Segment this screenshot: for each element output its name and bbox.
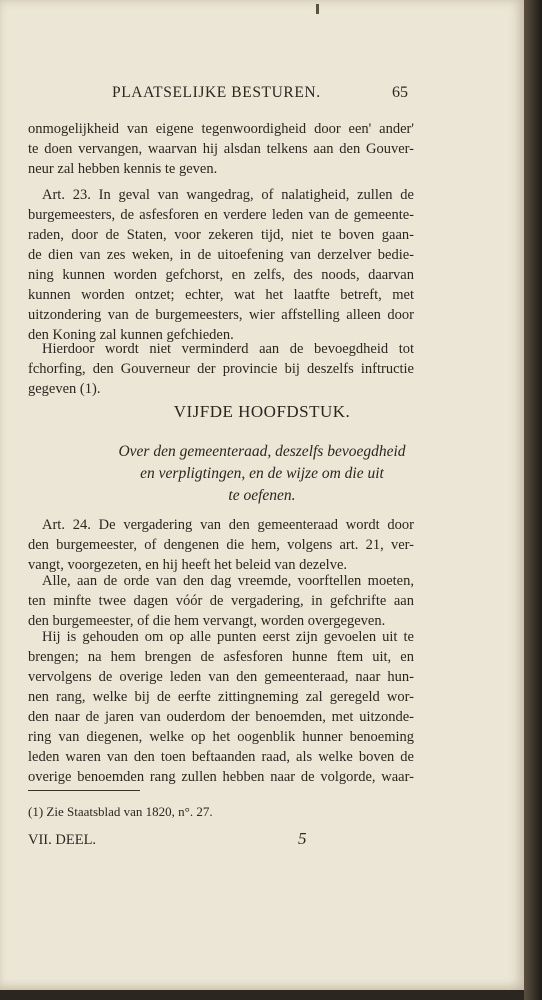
text-line: gegeven (1). [28, 381, 101, 397]
text-line: ring van diegenen, welke op het oogenblik hunner benoeming [28, 729, 414, 745]
text-line: brengen; na hem brengen de asfesforen hunne ftem uit, en [28, 649, 414, 665]
text-line: de dien van zes weken, in de uitoefening van derzelver bedie- [28, 247, 414, 263]
text-line: Alle, aan de orde van den dag vreemde, voorftellen moeten, [42, 573, 414, 589]
text-line: vervolgens de overige leden van den gemeenteraad, naar hun- [28, 669, 414, 685]
chapter-subtitle-line: te oefenen. [228, 487, 296, 504]
text-line: den burgemeester, of die hem vervangt, worden overgegeven. [28, 613, 386, 629]
running-title: PLAATSELIJKE BESTUREN. [112, 84, 321, 101]
text-line: fchorfing, den Gouverneur der provincie bij deszelfs inftructie [28, 361, 414, 377]
volume-label: VII. DEEL. [28, 832, 97, 848]
text-line: leden waren van den toen beftaanden raad, als welke boven de [28, 749, 414, 765]
text-line: nen rang, welke bij de eerfte zittingneming zal geregeld wor- [28, 689, 414, 705]
footnote-rule [28, 790, 140, 791]
page-number: 65 [392, 84, 408, 101]
text-line: Art. 23. In geval van wangedrag, of nalatigheid, zullen de [42, 187, 414, 203]
text-line: raden, door de Staten, voor zekeren tijd, niet te boven gaan- [28, 227, 414, 243]
text-line: ning kunnen worden gefchorst, en zelfs, des noods, daarvan [28, 267, 414, 283]
text-line: neur zal hebben kennis te geven. [28, 161, 218, 177]
text-line: vangt, voorgezeten, en hij heeft het beleid van dezelve. [28, 557, 347, 573]
text-line: burgemeesters, de asfesforen en verdere leden van de gemeente- [28, 207, 414, 223]
text-line: Hij is gehouden om op alle punten eerst zijn gevoelen uit te [42, 629, 414, 645]
text-line: kunnen worden ontzet; echter, wat het laatfte betreft, met [28, 287, 414, 303]
text-line: overige benoemden rang zullen hebben naar de volgorde, waar- [28, 769, 414, 785]
text-line: den burgemeester, of dengenen die hem, volgens art. 21, ver- [28, 537, 414, 553]
text-line: te doen vervangen, waarvan hij alsdan telkens aan den Gouver- [28, 141, 414, 157]
signature-mark: 5 [298, 829, 307, 848]
book-edge [524, 0, 542, 1000]
text-line: den Koning zal kunnen gefchieden. [28, 327, 234, 343]
ink-speck [316, 4, 319, 14]
text-line: den naar de jaren van ouderdom der benoemden, met uitzonde- [28, 709, 414, 725]
chapter-subtitle-line: en verpligtingen, en de wijze om die uit [140, 465, 384, 482]
chapter-heading: VIJFDE HOOFDSTUK. [173, 402, 351, 421]
text-line: onmogelijkheid van eigene tegenwoordigheid door een' ander' [28, 121, 414, 137]
text-line: Hierdoor wordt niet verminderd aan de bevoegdheid tot [42, 341, 414, 357]
chapter-subtitle-line: Over den gemeenteraad, deszelfs bevoegdheid [118, 443, 406, 460]
footnote: (1) Zie Staatsblad van 1820, n°. 27. [28, 804, 213, 819]
text-line: Art. 24. De vergadering van den gemeenteraad wordt door [42, 517, 414, 533]
text-line: uitzondering van de burgemeesters, wier affstelling alleen door [28, 307, 414, 323]
text-line: ten minfte twee dagen vóór de vergadering, in gefchrifte aan [28, 593, 414, 609]
